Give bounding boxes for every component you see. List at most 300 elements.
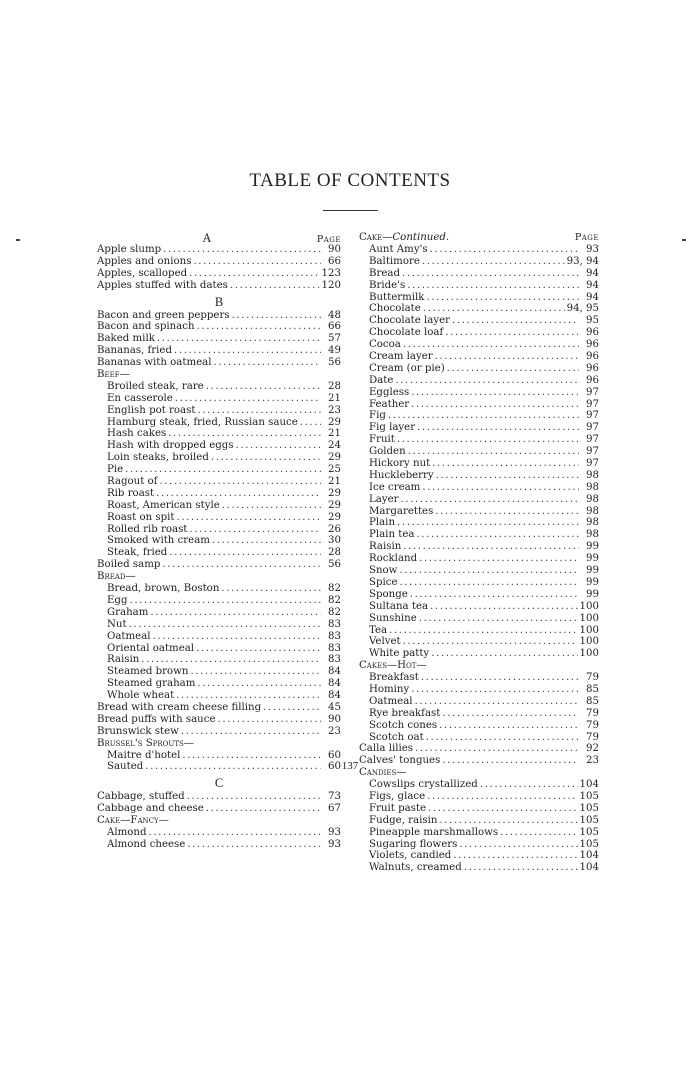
entry-label: Oatmeal <box>369 695 413 707</box>
entry-page-number: 26 <box>328 523 341 535</box>
entry-page-number: 79 <box>586 719 599 731</box>
category-heading: Cakes—Hot— <box>359 660 427 672</box>
dot-leader <box>149 827 322 839</box>
dot-leader <box>159 476 321 488</box>
sub-entry <box>359 303 599 315</box>
entry-page-number: 100 <box>579 636 599 648</box>
entry-label: Oatmeal <box>107 630 151 642</box>
entry-label: Almond <box>107 826 147 838</box>
entry-label: Rye breakfast <box>369 707 441 719</box>
dot-leader <box>407 280 579 292</box>
entry-page-number: 79 <box>586 731 599 743</box>
dot-leader <box>206 803 321 815</box>
entry-page-number: 94 <box>586 267 599 279</box>
entry-label: Aunt Amy's <box>369 244 428 255</box>
entry-page-number: 98 <box>586 529 599 541</box>
entry-label: Apples and onions <box>97 255 192 267</box>
entry-label: Calves' tongues <box>359 755 441 767</box>
dot-leader <box>189 524 321 536</box>
sub-entry <box>359 387 599 399</box>
entry-label: Golden <box>369 446 406 458</box>
dot-leader <box>416 529 579 541</box>
dot-leader <box>447 363 579 375</box>
entry-label: Bread <box>369 267 400 279</box>
entry-page-number: 82 <box>328 594 341 606</box>
entry-page-number: 21 <box>328 476 341 488</box>
dot-leader <box>401 494 580 506</box>
dot-leader <box>125 464 321 476</box>
entry-page-number: 96 <box>586 351 599 363</box>
dot-leader <box>417 422 579 434</box>
entry-page-number: 25 <box>328 464 341 476</box>
dot-leader <box>211 452 321 464</box>
right-entry-list <box>359 244 599 874</box>
entry-page-number: 100 <box>579 612 599 624</box>
sub-entry <box>359 482 599 494</box>
dot-leader <box>403 339 579 351</box>
entry-label: Raisin <box>107 654 140 666</box>
sub-entry <box>359 399 599 411</box>
entry-page-number: 96 <box>586 339 599 351</box>
entry-page-number: 29 <box>328 416 341 428</box>
sub-entry <box>97 500 341 512</box>
sub-entry <box>97 607 341 619</box>
entry-page-number: 96 <box>586 327 599 339</box>
entry-page-number: 60 <box>328 749 341 761</box>
sub-entry <box>359 327 599 339</box>
entry-page-number: 92 <box>586 743 599 755</box>
sub-entry <box>359 422 599 434</box>
dot-leader <box>426 732 579 744</box>
entry-page-number: 98 <box>586 469 599 481</box>
entry-page-number: 99 <box>586 588 599 600</box>
entry-label: Chocolate layer <box>369 315 451 327</box>
dot-leader <box>197 405 321 417</box>
entry-page-number: 94 <box>586 279 599 291</box>
entry-page-number: 98 <box>586 505 599 517</box>
sub-entry <box>359 625 599 637</box>
entry-label: Snow <box>369 565 398 577</box>
title-rule <box>323 210 378 211</box>
dot-leader <box>176 512 321 524</box>
category-heading: Cake—Fancy— <box>97 815 169 827</box>
category-heading: Brussel's Sprouts— <box>97 737 194 749</box>
sub-entry <box>97 595 341 607</box>
entry-label: Loin steaks, broiled <box>107 452 209 464</box>
sub-entry <box>359 315 599 327</box>
sub-entry <box>359 339 599 351</box>
dot-leader <box>197 321 321 333</box>
entry-label: Layer <box>369 493 399 505</box>
entry-label: Breakfast <box>369 672 419 684</box>
entry-page-number: 56 <box>328 357 341 369</box>
entry-label: Brunswick stew <box>97 725 179 737</box>
entry-label: Oriental oatmeal <box>107 642 195 654</box>
dot-leader <box>232 310 321 322</box>
dot-leader <box>175 393 321 405</box>
entry-label: Bread with cream cheese filling <box>97 701 262 713</box>
sub-entry <box>359 648 599 660</box>
sub-entry <box>97 839 341 851</box>
entry-label: Pineapple marshmallows <box>369 826 499 838</box>
entry-label: Smoked with cream <box>107 535 210 547</box>
entry-page-number: 79 <box>586 672 599 684</box>
sub-entry <box>359 732 599 744</box>
index-entry <box>97 268 341 280</box>
entry-label: Bacon and green peppers <box>97 309 230 321</box>
dot-leader <box>403 636 578 648</box>
entry-page-number: 93 <box>328 826 341 838</box>
right-column-header <box>359 232 599 244</box>
entry-page-number: 105 <box>579 838 599 850</box>
left-column <box>97 232 341 851</box>
entry-label: Cocoa <box>369 339 401 351</box>
entry-label: Plain <box>369 517 396 529</box>
entry-label: Figs, glace <box>369 790 426 802</box>
entry-page-number: 23 <box>586 755 599 767</box>
entry-page-number: 105 <box>579 802 599 814</box>
entry-label: Steamed brown <box>107 666 189 678</box>
index-entry <box>97 345 341 357</box>
dot-leader <box>129 619 321 631</box>
entry-page-number: 120 <box>321 279 341 291</box>
entry-page-number: 83 <box>328 654 341 666</box>
entry-page-number: 90 <box>328 713 341 725</box>
entry-label: Chocolate loaf <box>369 327 444 339</box>
category-heading: Bread— <box>97 571 136 583</box>
sub-entry <box>359 803 599 815</box>
dot-leader <box>430 601 578 613</box>
entry-label: Baked milk <box>97 333 155 345</box>
dot-leader <box>422 482 579 494</box>
dot-leader <box>403 541 579 553</box>
entry-label: Hickory nut <box>369 458 431 470</box>
entry-page-number: 28 <box>328 547 341 559</box>
index-entry <box>97 803 341 815</box>
sub-entry <box>97 535 341 547</box>
dot-leader <box>428 803 578 815</box>
entry-page-number: 66 <box>328 321 341 333</box>
dot-leader <box>452 315 579 327</box>
entry-label: Ragout of <box>107 476 158 488</box>
entry-page-number: 84 <box>328 666 341 678</box>
sub-entry <box>359 672 599 684</box>
entry-label: Apple slump <box>97 244 162 255</box>
entry-page-number: 73 <box>328 791 341 803</box>
index-entry <box>97 791 341 803</box>
entry-label: Velvet <box>369 636 401 648</box>
index-entry <box>97 333 341 345</box>
sub-entry <box>359 708 599 720</box>
dot-leader <box>419 553 579 565</box>
sub-entry <box>359 779 599 791</box>
sub-entry <box>359 280 599 292</box>
entry-label: Bacon and spinach <box>97 321 195 333</box>
page-column-label: Page <box>316 234 341 245</box>
entry-page-number: 97 <box>586 422 599 434</box>
dot-leader <box>153 631 321 643</box>
sub-entry <box>359 850 599 862</box>
right-column <box>359 232 599 874</box>
dot-leader <box>427 791 577 803</box>
dot-leader <box>423 303 565 315</box>
entry-page-number: 97 <box>586 410 599 422</box>
dot-leader <box>174 345 321 357</box>
sub-entry <box>359 791 599 803</box>
dot-leader <box>189 268 319 280</box>
continued-heading <box>359 232 449 244</box>
dot-leader <box>415 743 579 755</box>
entry-page-number: 95 <box>586 315 599 327</box>
dot-leader <box>480 779 578 791</box>
entry-label: Sugaring flowers <box>369 838 458 850</box>
sub-entry <box>359 815 599 827</box>
sub-entry <box>359 839 599 851</box>
dot-leader <box>214 357 322 369</box>
entry-page-number: 85 <box>586 695 599 707</box>
sub-entry <box>97 393 341 405</box>
entry-page-number: 97 <box>586 386 599 398</box>
entry-label: Scotch oat <box>369 731 424 743</box>
entry-page-number: 29 <box>328 511 341 523</box>
entry-label: Graham <box>107 606 149 618</box>
sub-entry <box>359 553 599 565</box>
sub-entry <box>359 446 599 458</box>
dot-leader <box>415 696 579 708</box>
entry-page-number: 66 <box>328 255 341 267</box>
dot-leader <box>442 708 579 720</box>
entry-label: Raisin <box>369 541 402 553</box>
entry-page-number: 100 <box>579 624 599 636</box>
dot-leader <box>419 613 578 625</box>
dot-leader <box>453 850 577 862</box>
entry-label: Hamburg steak, fried, Russian sauce <box>107 416 298 428</box>
entry-label: Fruit paste <box>369 802 427 814</box>
entry-page-number: 21 <box>328 428 341 440</box>
entry-page-number: 97 <box>586 458 599 470</box>
dot-leader <box>445 327 579 339</box>
index-entry <box>97 559 341 571</box>
entry-page-number: 60 <box>328 761 341 773</box>
margin-mark-right <box>682 239 686 241</box>
sub-entry <box>97 524 341 536</box>
entry-label: Scotch cones <box>369 719 438 731</box>
entry-label: Hash with dropped eggs <box>107 440 234 452</box>
entry-label: Cabbage and cheese <box>97 803 204 815</box>
sub-entry <box>359 565 599 577</box>
dot-leader <box>464 862 578 874</box>
entry-page-number: 105 <box>579 826 599 838</box>
sub-entry <box>359 351 599 363</box>
sub-entry <box>97 464 341 476</box>
dot-leader <box>181 726 321 738</box>
entry-label: Plain tea <box>369 529 415 541</box>
dot-leader <box>263 702 321 714</box>
sub-entry <box>97 381 341 393</box>
entry-label: Bread, brown, Boston <box>107 583 220 595</box>
entry-label: Bride's <box>369 279 406 291</box>
index-entry <box>97 280 341 292</box>
sub-entry <box>97 476 341 488</box>
index-entry <box>97 244 341 256</box>
entry-page-number: 30 <box>328 535 341 547</box>
sub-entry <box>97 583 341 595</box>
entry-label: Hash cakes <box>107 428 167 440</box>
sub-entry <box>359 541 599 553</box>
margin-mark-left <box>16 239 20 241</box>
dot-leader <box>230 280 320 292</box>
entry-page-number: 99 <box>586 541 599 553</box>
index-entry <box>97 321 341 333</box>
entry-page-number: 84 <box>328 678 341 690</box>
sub-entry <box>359 506 599 518</box>
entry-page-number: 21 <box>328 392 341 404</box>
dot-leader <box>190 666 321 678</box>
category-heading: Beef— <box>97 369 130 381</box>
entry-page-number: 29 <box>328 499 341 511</box>
dot-leader <box>408 446 579 458</box>
entry-page-number: 93 <box>586 244 599 255</box>
entry-label: Egg <box>107 594 128 606</box>
entry-label: Pie <box>107 464 124 476</box>
dot-leader <box>163 244 321 256</box>
sub-entry <box>359 529 599 541</box>
entry-label: Whole wheat <box>107 690 175 702</box>
sub-entry <box>97 666 341 678</box>
dot-leader <box>436 470 579 482</box>
entry-page-number: 56 <box>328 559 341 571</box>
dot-leader <box>187 791 321 803</box>
entry-label: Date <box>369 374 394 386</box>
sub-entry <box>97 827 341 839</box>
entry-page-number: 98 <box>586 493 599 505</box>
dot-leader <box>129 595 321 607</box>
dot-leader <box>217 714 321 726</box>
entry-page-number: 24 <box>328 440 341 452</box>
sub-entry <box>97 678 341 690</box>
entry-label: Hominy <box>369 683 410 695</box>
entry-page-number: 98 <box>586 517 599 529</box>
entry-page-number: 83 <box>328 618 341 630</box>
entry-label: Chocolate <box>369 303 421 315</box>
entry-page-number: 97 <box>586 434 599 446</box>
index-entry <box>359 743 599 755</box>
dot-leader <box>156 488 321 500</box>
continued-word: Continued. <box>392 232 450 243</box>
sub-entry <box>359 375 599 387</box>
dot-leader <box>399 565 579 577</box>
entry-label: Cowslips crystallized <box>369 779 478 791</box>
dot-leader <box>395 375 579 387</box>
entry-label: Bread puffs with sauce <box>97 713 216 725</box>
sub-entry <box>359 292 599 304</box>
dot-leader <box>221 583 321 595</box>
entry-label: Violets, candied <box>369 850 452 862</box>
page-number: 137 <box>341 760 359 772</box>
sub-entry <box>359 827 599 839</box>
sub-entry <box>359 470 599 482</box>
sub-entry <box>97 631 341 643</box>
entry-label: Tea <box>369 624 388 636</box>
entry-page-number: 45 <box>328 701 341 713</box>
entry-label: Huckleberry <box>369 469 434 481</box>
entry-page-number: 93, 94 <box>566 255 599 267</box>
index-entry <box>97 256 341 268</box>
entry-label: Roast on spit <box>107 511 175 523</box>
entry-label: Broiled steak, rare <box>107 380 204 392</box>
sub-entry <box>359 636 599 648</box>
entry-label: Baltimore <box>369 255 420 267</box>
index-entry <box>97 726 341 738</box>
entry-page-number: 29 <box>328 487 341 499</box>
entry-label: Eggless <box>369 386 410 398</box>
dot-leader <box>236 440 321 452</box>
dot-leader <box>212 535 321 547</box>
page-column-label: Page <box>574 232 599 243</box>
dot-leader <box>426 292 579 304</box>
sub-entry <box>359 494 599 506</box>
sub-entry <box>97 619 341 631</box>
entry-label: Fudge, raisin <box>369 814 438 826</box>
entry-page-number: 84 <box>328 690 341 702</box>
sub-entry <box>97 405 341 417</box>
sub-entry <box>359 256 599 268</box>
entry-label: Steamed graham <box>107 678 196 690</box>
dot-leader <box>435 351 579 363</box>
dot-leader <box>141 654 321 666</box>
dot-leader <box>197 678 321 690</box>
entry-label: Rockland <box>369 553 418 565</box>
sub-entry <box>359 720 599 732</box>
entry-page-number: 29 <box>328 452 341 464</box>
dot-leader <box>222 500 321 512</box>
entry-page-number: 49 <box>328 345 341 357</box>
entry-label: Apples, scalloped <box>97 267 188 279</box>
continued-head-label: Cake— <box>359 232 393 243</box>
dot-leader <box>422 256 565 268</box>
entry-page-number: 100 <box>579 648 599 660</box>
dot-leader <box>157 333 321 345</box>
section-letter: C <box>214 776 224 791</box>
entry-label: Bananas, fried <box>97 345 172 357</box>
entry-page-number: 48 <box>328 309 341 321</box>
entry-page-number: 83 <box>328 642 341 654</box>
entry-page-number: 28 <box>328 380 341 392</box>
entry-label: Sultana tea <box>369 600 429 612</box>
dot-leader <box>187 839 321 851</box>
dot-leader <box>150 607 321 619</box>
dot-leader <box>435 506 579 518</box>
index-entry <box>97 310 341 322</box>
sub-entry <box>97 643 341 655</box>
entry-label: Bananas with oatmeal <box>97 357 212 369</box>
sub-entry <box>359 244 599 256</box>
index-entry <box>97 714 341 726</box>
dot-leader <box>500 827 577 839</box>
dot-leader <box>411 684 579 696</box>
entry-page-number: 105 <box>579 790 599 802</box>
entry-page-number: 82 <box>328 606 341 618</box>
entry-page-number: 105 <box>579 814 599 826</box>
sub-entry <box>97 417 341 429</box>
dot-leader <box>397 517 579 529</box>
sub-entry <box>97 452 341 464</box>
page-title: TABLE OF CONTENTS <box>249 170 451 191</box>
entry-page-number: 82 <box>328 583 341 595</box>
entry-label: Calla lilies <box>359 743 413 755</box>
entry-label: Margarettes <box>369 505 434 517</box>
entry-page-number: 104 <box>579 779 599 791</box>
